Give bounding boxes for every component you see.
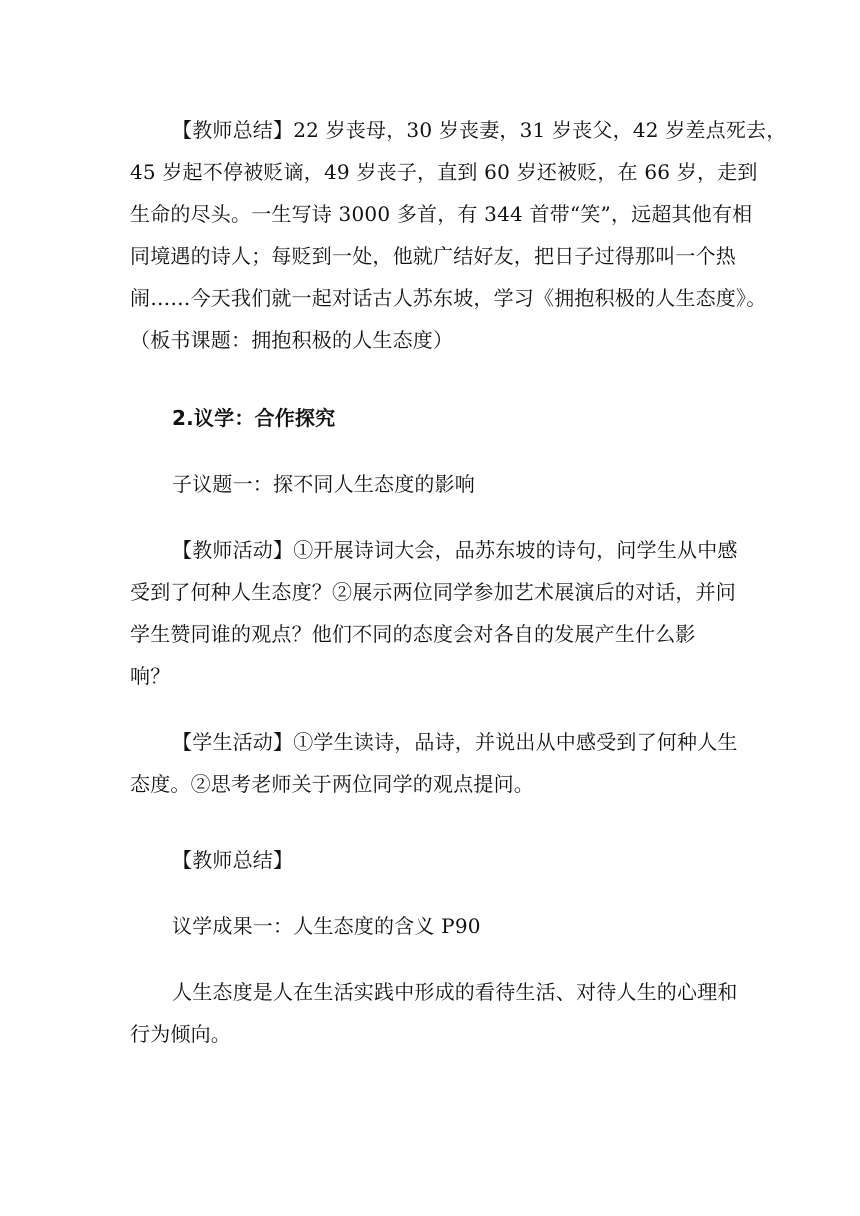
paragraph-teacher-summary-line-3: 生命的尽头。一生写诗 3000 多首，有 344 首带“笑”，远超其他有相 — [130, 202, 753, 226]
definition-line-2: 行为倾向。 — [130, 1022, 231, 1046]
teacher-activity-line-4: 响？ — [130, 664, 171, 688]
teacher-activity-line-3: 学生赞同谁的观点？他们不同的态度会对各自的发展产生什么影 — [130, 622, 696, 646]
paragraph-text: ①学生读诗，品诗，并说出从中感受到了何种人生 — [293, 730, 738, 754]
student-activity-line-2: 态度。②思考老师关于两位同学的观点提问。 — [130, 772, 534, 796]
teacher-activity-line-2: 受到了何种人生态度？②展示两位同学参加艺术展演后的对话，并问 — [130, 580, 736, 604]
paragraph-teacher-summary-line-2: 45 岁起不停被贬谪，49 岁丧子，直到 60 岁还被贬，在 66 岁，走到 — [130, 160, 758, 184]
teacher-summary-label-2: 【教师总结】 — [172, 848, 294, 872]
sub-topic: 子议题一：探不同人生态度的影响 — [172, 472, 475, 496]
paragraph-teacher-summary-line-5: 闹……今天我们就一起对话古人苏东坡，学习《拥抱积极的人生态度》。 — [130, 286, 767, 310]
paragraph-text: 22 岁丧母，30 岁丧妻，31 岁丧父，42 岁差点死去， — [293, 118, 787, 142]
section-heading: 2.议学：合作探究 — [172, 406, 336, 430]
result-one: 议学成果一：人生态度的含义 P90 — [172, 914, 481, 938]
teacher-activity-line-1 — [172, 536, 738, 564]
definition-line-1: 人生态度是人在生活实践中形成的看待生活、对待人生的心理和 — [172, 980, 738, 1004]
paragraph-teacher-summary-line-4: 同境遇的诗人；每贬到一处，他就广结好友，把日子过得那叫一个热 — [130, 244, 736, 268]
teacher-summary-label: 【教师总结】 — [172, 118, 294, 142]
board-note: （板书课题：拥抱积极的人生态度） — [130, 328, 454, 352]
student-activity-line-1 — [172, 728, 738, 756]
teacher-activity-label: 【教师活动】 — [172, 538, 294, 562]
student-activity-label: 【学生活动】 — [172, 730, 294, 754]
paragraph-text: ①开展诗词大会，品苏东坡的诗句，问学生从中感 — [293, 538, 738, 562]
paragraph-teacher-summary-line-1 — [172, 116, 786, 144]
